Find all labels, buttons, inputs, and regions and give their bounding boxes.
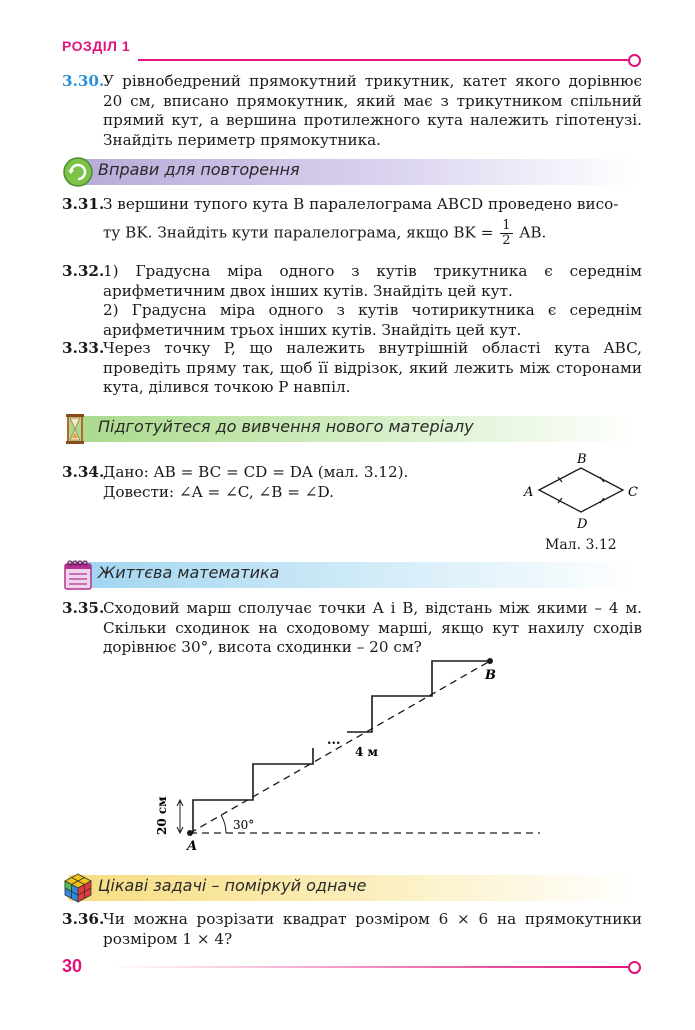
header-rule-end-icon	[628, 54, 641, 67]
point-b-label: B	[485, 668, 496, 683]
task-3-36	[62, 910, 642, 949]
vertex-label-c: C	[628, 485, 638, 500]
task-number: 3.30.	[62, 72, 105, 90]
rubiks-cube-icon	[62, 872, 94, 904]
banner-title: Підготуйтеся до вивчення нового матеріалу	[98, 417, 474, 436]
task-number: 3.36.	[62, 910, 105, 928]
angle-label: 30°	[233, 818, 255, 832]
banner-prepare	[62, 413, 637, 445]
task-3-32	[62, 262, 642, 340]
task-part-1: 1) Градусна міра одного з кутів трикутника є середнім арифметичним двох інших кутів. Знайдіть цей кут.	[103, 262, 642, 300]
page-number: 30	[62, 956, 83, 976]
task-text: Чи можна розрізати квадрат розміром 6 × 6 на прямокутники розміром 1 × 4?	[103, 910, 642, 948]
banner-life	[62, 559, 637, 591]
task-text: Сходовий марш сполучає точки A і B, відстань між якими – 4 м. Скільки сходинок на сходовому марші, якщо кут нахилу сходів дорівнює 30°, висота сходинки – 20 см?	[103, 599, 642, 657]
point-a-label: A	[187, 839, 198, 854]
task-3-30	[62, 72, 642, 150]
refresh-icon	[62, 156, 94, 188]
footer-rule-end-icon	[628, 961, 641, 974]
stairs-figure	[150, 650, 550, 855]
figure-caption: Мал. 3.12	[545, 537, 617, 553]
distance-label: 4 м	[355, 745, 378, 759]
task-number: 3.31.	[62, 195, 105, 213]
task-prove: Довести: ∠A = ∠C, ∠B = ∠D.	[103, 482, 334, 501]
task-part-2: 2) Градусна міра одного з кутів чотирикутника є середнім арифметичним трьох інших кутів. Знайдіть цей кут.	[103, 301, 642, 339]
task-text-line2a: ту BK. Знайдіть кути паралелограма, якщо BK =	[103, 223, 494, 242]
vertex-label-d: D	[577, 517, 588, 532]
banner-title: Цікаві задачі – поміркуй одначе	[98, 876, 367, 895]
fraction: $\frac{1}{2}$	[502, 217, 511, 248]
task-text: Через точку P, що належить внутрішній області кута ABC, проведіть пряму так, щоб її відрізок, який лежить між сторонами кута, ділився точкою P навпіл.	[103, 339, 642, 397]
vertex-label-a: A	[524, 485, 534, 500]
ellipsis-label: ...	[327, 733, 341, 748]
task-3-31	[62, 195, 642, 248]
banner-title: Вправи для повторення	[98, 160, 300, 179]
banner-puzzle	[62, 872, 637, 904]
task-text-line2b: AB.	[519, 223, 547, 242]
task-number: 3.35.	[62, 599, 105, 617]
rhombus-figure	[515, 450, 645, 532]
task-3-34	[62, 463, 482, 502]
task-text: У рівнобедрений прямокутний трикутник, катет якого дорівнює 20 см, вписано прямокутник, який має з трикутником спільний прямий кут, а вершина протилежного кута належить гіпотенузі. Знайдіть периметр прямокутника.	[103, 72, 642, 149]
footer-rule	[110, 966, 628, 968]
header-rule	[138, 59, 628, 61]
step-height-label: 20 см	[155, 796, 169, 835]
banner-review	[62, 156, 637, 188]
task-number: 3.34.	[62, 463, 105, 481]
notepad-icon	[62, 559, 94, 591]
banner-title: Життєва математика	[98, 563, 280, 582]
vertex-label-b: B	[577, 452, 587, 467]
section-label: РОЗДІЛ 1	[62, 38, 131, 54]
hourglass-icon	[62, 413, 94, 445]
task-3-33	[62, 339, 642, 398]
task-given: Дано: AB = BC = CD = DA (мал. 3.12).	[103, 463, 409, 481]
task-3-35	[62, 599, 642, 658]
task-number: 3.33.	[62, 339, 105, 357]
task-text-line1: З вершини тупого кута B паралелограма ABCD проведено висо-	[103, 195, 619, 213]
task-number: 3.32.	[62, 262, 105, 280]
